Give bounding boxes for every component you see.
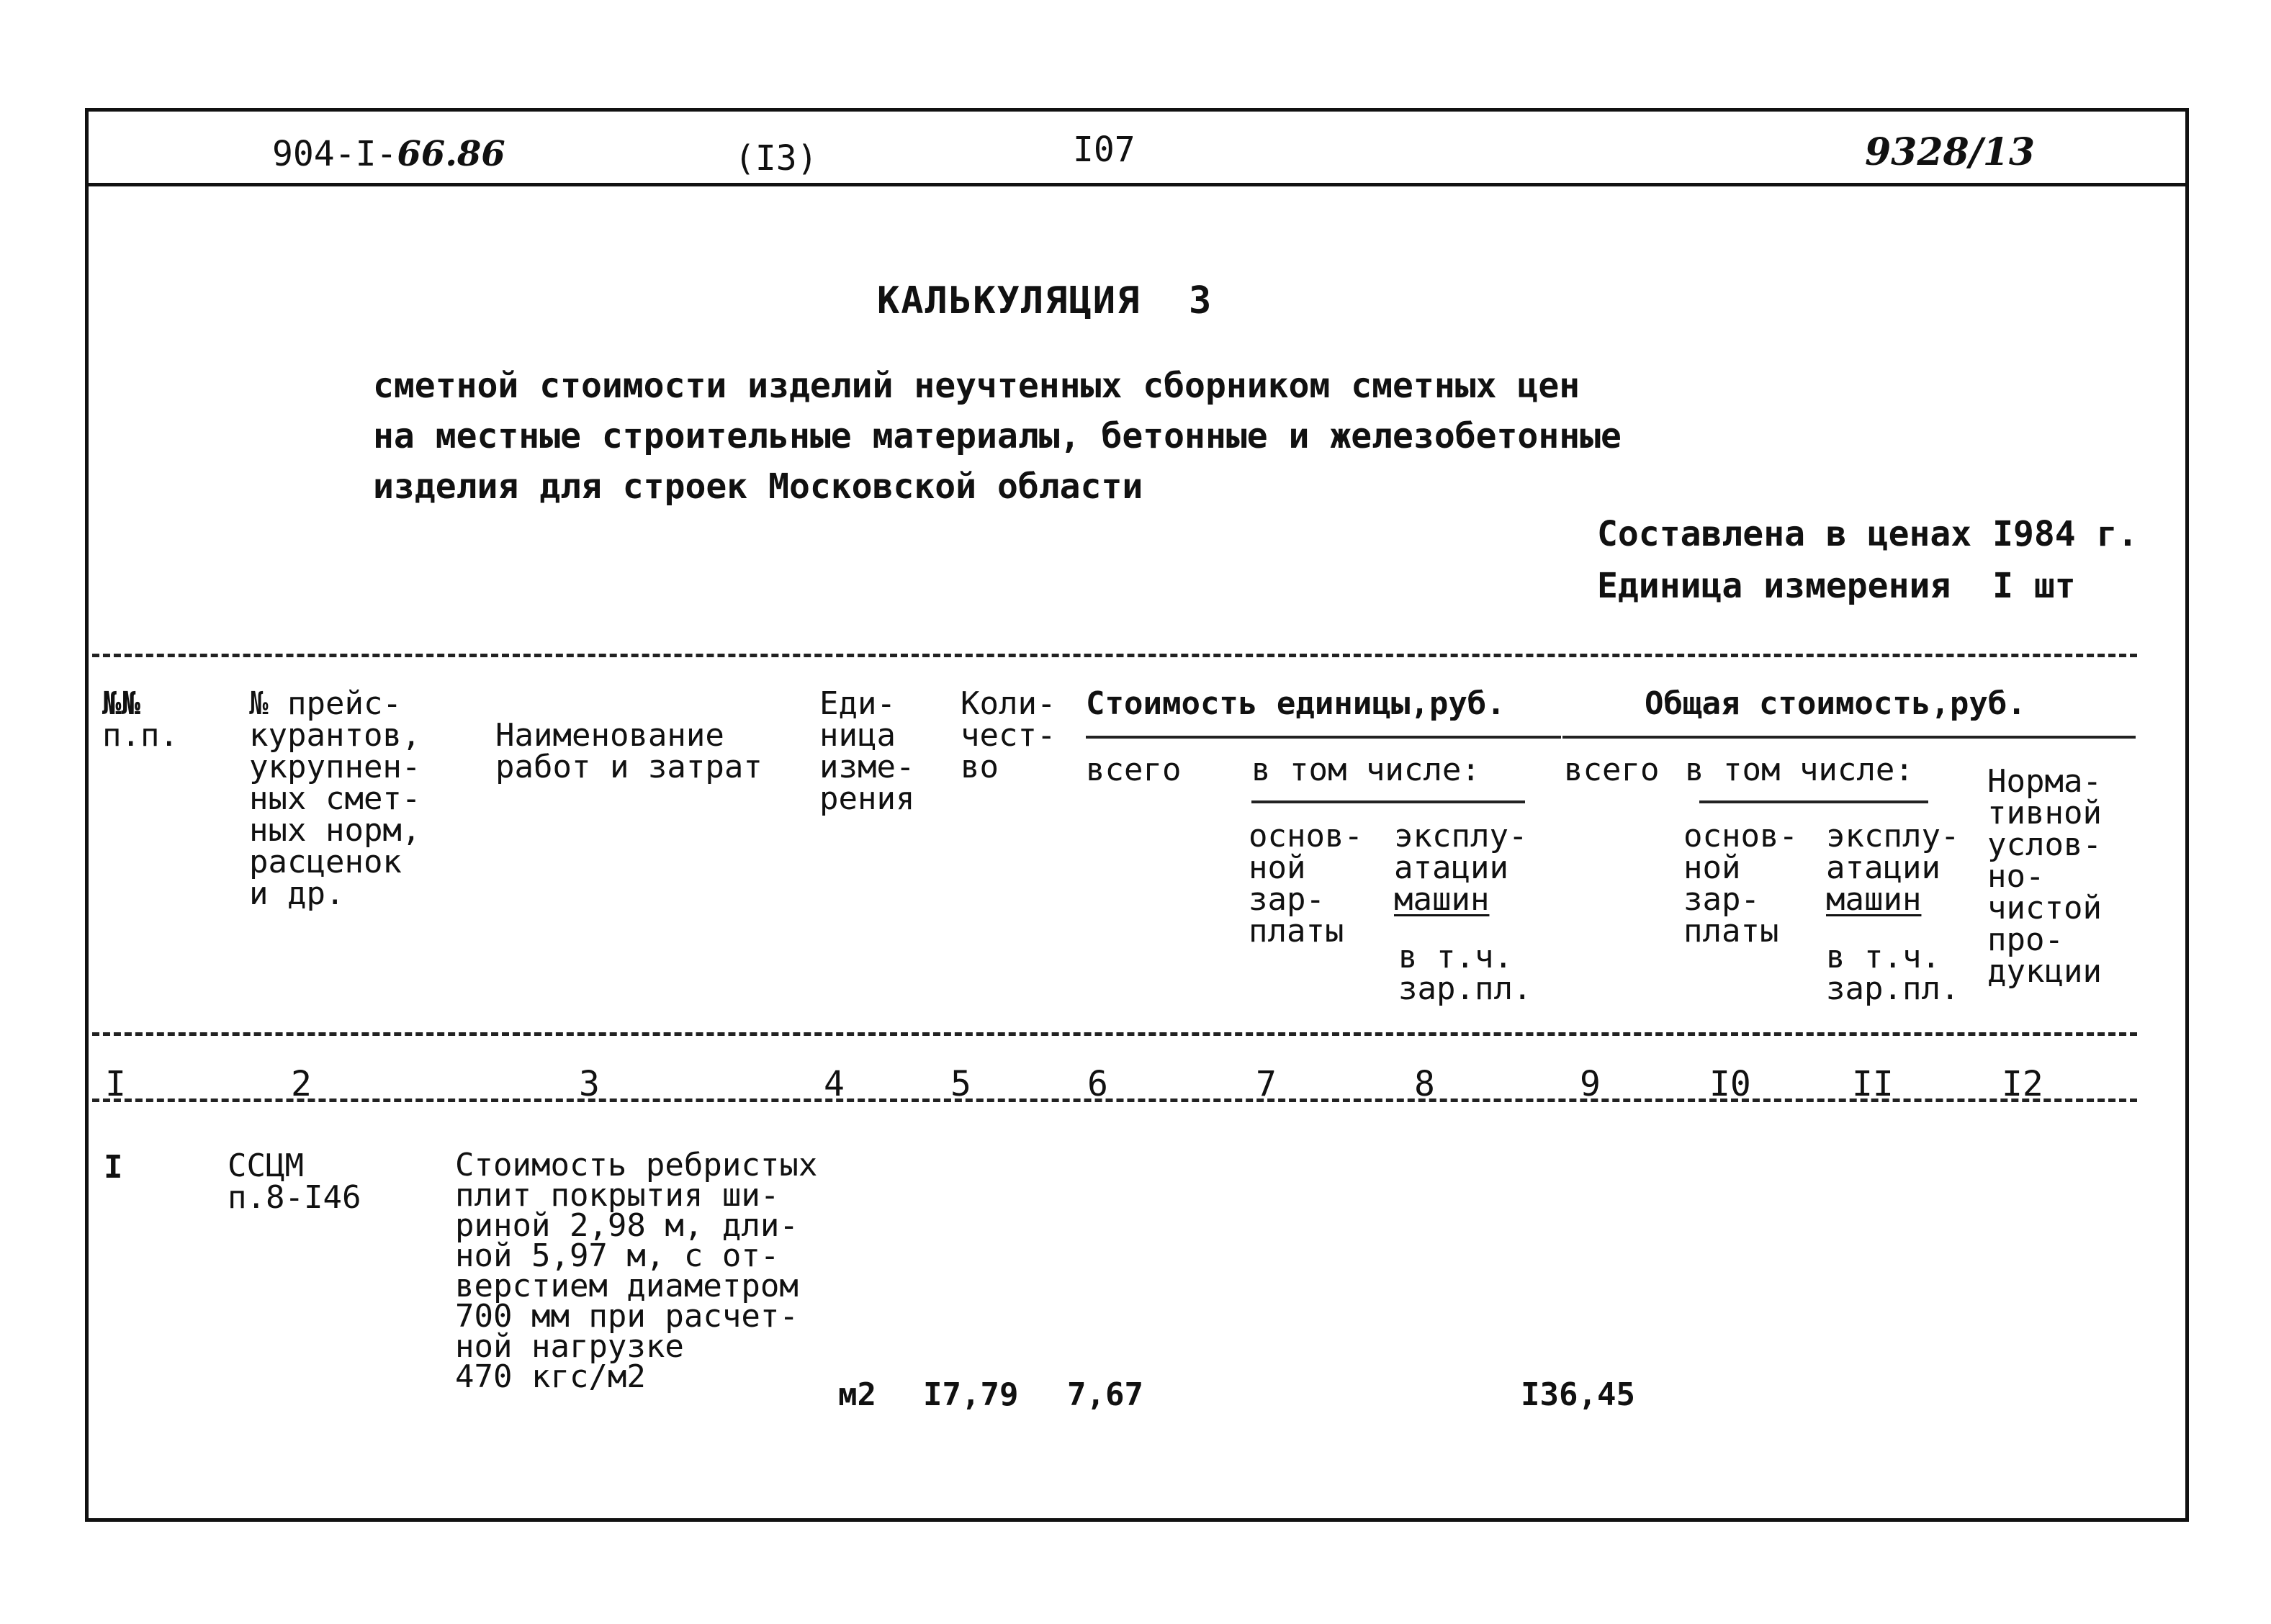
col-number-rule	[92, 1099, 2137, 1102]
machines-wage-line: зар.пл.	[1398, 970, 1532, 1007]
row-name-line: 700 мм при расчет-	[455, 1298, 799, 1335]
machines-line: машин	[1826, 881, 1922, 918]
ref-number: 9328/13	[1865, 130, 2036, 174]
machines-line: эксплу-	[1394, 818, 1528, 854]
col1-header-line: №№	[102, 685, 140, 722]
row-name-line: риной 2,98 м, дли-	[455, 1207, 799, 1244]
total-total-header: всего	[1564, 752, 1660, 788]
row-unit-total: 7,67	[1067, 1376, 1143, 1413]
col3-header-line: работ и затрат	[495, 749, 763, 785]
col12-header-line: чистой	[1987, 890, 2102, 926]
col-number: 2	[291, 1064, 312, 1104]
col1-header-line: п.п.	[102, 717, 179, 754]
unit-base-wage-header	[1249, 818, 1363, 949]
unit-incl-rule	[1251, 800, 1525, 803]
row-number: I	[104, 1149, 123, 1186]
col-number: I2	[2002, 1064, 2043, 1104]
sheet-number: (I3)	[734, 138, 818, 179]
col5-header-line: чест-	[961, 717, 1056, 754]
base-wage-line: зар-	[1683, 881, 1760, 918]
machines-line: машин	[1394, 881, 1490, 918]
col12-header-line: но-	[1987, 858, 2045, 895]
unit-total-header: всего	[1086, 752, 1182, 788]
total-cost-header: Общая стоимость,руб.	[1645, 685, 2026, 722]
col2-header-line: расценок	[249, 844, 402, 880]
total-machines-header	[1826, 818, 1960, 918]
col2-header-line: ных норм,	[249, 812, 421, 849]
unit-machines-header	[1394, 818, 1528, 918]
col-number: 3	[579, 1064, 600, 1104]
row-name-line: ной 5,97 м, с от-	[455, 1237, 780, 1274]
page-number: I07	[1073, 130, 1136, 170]
col-number: 8	[1414, 1064, 1435, 1104]
row-code	[228, 1147, 361, 1216]
col1-header	[102, 685, 179, 754]
base-wage-line: ной	[1249, 849, 1306, 886]
col4-header-line: Еди-	[819, 685, 896, 722]
row-name-line: верстием диаметром	[455, 1268, 799, 1304]
col4-header-line: рения	[819, 780, 915, 817]
col-number: 9	[1580, 1064, 1601, 1104]
total-cost-rule	[1562, 736, 2136, 739]
col2-header-line: № прейс-	[249, 685, 402, 722]
base-wage-line: основ-	[1683, 818, 1798, 854]
doc-code-hand: 66.86	[397, 134, 505, 174]
base-wage-line: зар-	[1249, 881, 1325, 918]
machines-line: атации	[1394, 849, 1508, 886]
doc-code	[272, 134, 505, 174]
col12-header-line: дукции	[1987, 953, 2102, 990]
unit-cost-rule	[1086, 736, 1561, 739]
col-number: 6	[1087, 1064, 1108, 1104]
row-name-line: ной нагрузке	[455, 1328, 684, 1365]
page-title: КАЛЬКУЛЯЦИЯ 3	[877, 279, 1213, 322]
col-number: 7	[1256, 1064, 1277, 1104]
col5-header-line: Коли-	[961, 685, 1056, 722]
row-name	[455, 1147, 818, 1395]
row-name-line: Стоимость ребристых	[455, 1147, 818, 1183]
col12-header-line: тивной	[1987, 795, 2102, 831]
machines-wage-line: зар.пл.	[1826, 970, 1960, 1007]
base-wage-line: ной	[1683, 849, 1741, 886]
machines-line: эксплу-	[1826, 818, 1960, 854]
unit-cost-header: Стоимость единицы,руб.	[1086, 685, 1506, 722]
total-base-wage-header	[1683, 818, 1798, 949]
col12-header	[1987, 763, 2102, 990]
total-incl-header: в том числе:	[1685, 752, 1914, 788]
col4-header-line: ница	[819, 717, 896, 754]
row-name-line: плит покрытия ши-	[455, 1177, 780, 1214]
prices-note: Составлена в ценах I984 г.	[1597, 514, 2139, 554]
machines-line: атации	[1826, 849, 1941, 886]
col2-header-line: и др.	[249, 875, 345, 912]
machines-wage-line: в т.ч.	[1826, 939, 1941, 975]
col12-header-line: про-	[1987, 921, 2064, 958]
subtitle-line-3: изделия для строек Московской области	[373, 466, 1143, 507]
row-unit: м2	[838, 1376, 876, 1413]
doc-code-print: 904-I-	[272, 134, 397, 174]
row-total: I36,45	[1521, 1376, 1635, 1413]
unit-machines-wage-header	[1398, 939, 1532, 1007]
col-number: II	[1852, 1064, 1894, 1104]
base-wage-line: основ-	[1249, 818, 1363, 854]
unit-incl-header: в том числе:	[1251, 752, 1480, 788]
table-top-rule	[92, 654, 2137, 657]
unit-note: Единица измерения I шт	[1597, 566, 2076, 606]
col-number: 4	[824, 1064, 845, 1104]
row-code-line: ССЦМ	[228, 1147, 304, 1184]
col4-header-line: изме-	[819, 749, 915, 785]
base-wage-line: платы	[1683, 913, 1779, 949]
col2-header-line: укрупнен-	[249, 749, 421, 785]
col-number: 5	[950, 1064, 971, 1104]
row-quantity: I7,79	[923, 1376, 1019, 1413]
col2-header	[249, 685, 421, 912]
header-bottom-rule	[92, 1032, 2137, 1036]
total-machines-wage-header	[1826, 939, 1960, 1007]
base-wage-line: платы	[1249, 913, 1344, 949]
col-number: I0	[1709, 1064, 1751, 1104]
header-rule	[85, 183, 2189, 186]
subtitle-line-1: сметной стоимости изделий неучтенных сборником сметных цен	[373, 366, 1580, 406]
col3-header-line: Наименование	[495, 717, 724, 754]
col4-header	[819, 685, 915, 817]
col12-header-line: Норма-	[1987, 763, 2102, 800]
row-code-line: п.8-I46	[228, 1179, 361, 1216]
col5-header-line: во	[961, 749, 999, 785]
col2-header-line: ных смет-	[249, 780, 421, 817]
col-number: I	[105, 1064, 126, 1104]
col2-header-line: курантов,	[249, 717, 421, 754]
total-incl-rule	[1699, 800, 1928, 803]
machines-wage-line: в т.ч.	[1398, 939, 1513, 975]
subtitle-line-2: на местные строительные материалы, бетонные и железобетонные	[373, 416, 1622, 456]
col3-header	[495, 717, 763, 785]
col12-header-line: услов-	[1987, 826, 2102, 863]
col5-header	[961, 685, 1056, 785]
row-name-line: 470 кгс/м2	[455, 1358, 646, 1395]
